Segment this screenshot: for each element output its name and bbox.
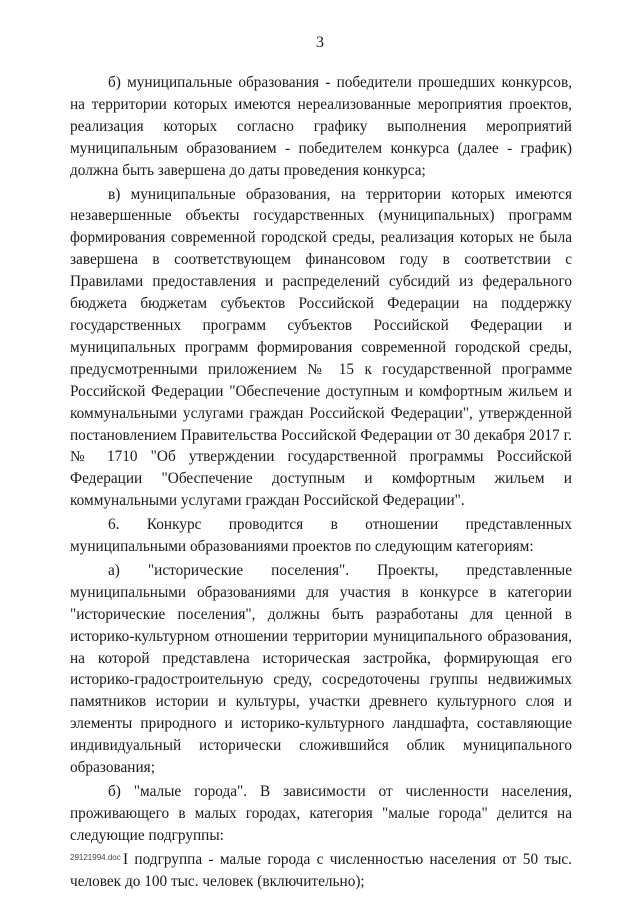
page-number: 3 [316, 34, 324, 51]
paragraph-b-small-towns: б) "малые города". В зависимости от численности населения, проживающего в малых городах, категория "малые города" делится на следующие подгруппы: [70, 783, 572, 844]
paragraph-v-unfinished-objects: в) муниципальные образования, на территории которых имеются незавершенные объекты государственных (муниципальных) программ формирования современной городской среды, реализация которых не была завершена в соответствующем финансовом году в соответствии с Правилами предоставления и распределений субсидий из федерального бюджета бюджетам субъектов Российской Федерации на поддержку государственных программ субъектов Российской Федерации и муниципальных программ формирования современной городской среды, предусмотренными приложением № 15 к государственной программе Российской Федерации "Обеспечение доступным и комфортным жильем и коммунальными услугами граждан Российской Федерации", утвержденной постановлением Правительства Российской Федерации от 30 декабря 2017 г. № 1710 "Об утверждении государственной программы Российской Федерации "Обеспечение доступным и комфортным жильем и коммунальными услугами граждан Российской Федерации". [70, 185, 572, 510]
file-name-footer: 29121994.doc [70, 853, 121, 862]
document-body [70, 72, 572, 895]
paragraph-subgroup-1: I подгруппа - малые города с численностью населения от 50 тыс. человек до 100 тыс. человек (включительно); [70, 850, 572, 890]
paragraph-6-categories: 6. Конкурс проводится в отношении представленных муниципальными образованиями проектов по следующим категориям: [70, 516, 572, 556]
paragraph-a-historic-settlements: а) "исторические поселения". Проекты, представленные муниципальными образованиями для участия в конкурсе в категории "исторические поселения", должны быть разработаны для ценной в историко-культурном отношении территории муниципального образования, на которой представлена историческая застройка, формирующая его историко-градостроительную среду, сосредоточены группы недвижимых памятников истории и культуры, участки древнего культурного слоя и элементы природного и историко-культурного ландшафта, составляющие индивидуальный исторически сложившийся облик муниципального образования; [70, 561, 572, 777]
paragraph-b-winners: б) муниципальные образования - победители прошедших конкурсов, на территории которых имеются нереализованные мероприятия проектов, реализация которых согласно графику выполнения мероприятий муниципальным образованием - победителем конкурса (далее - график) должна быть завершена до даты проведения конкурса; [70, 74, 572, 179]
